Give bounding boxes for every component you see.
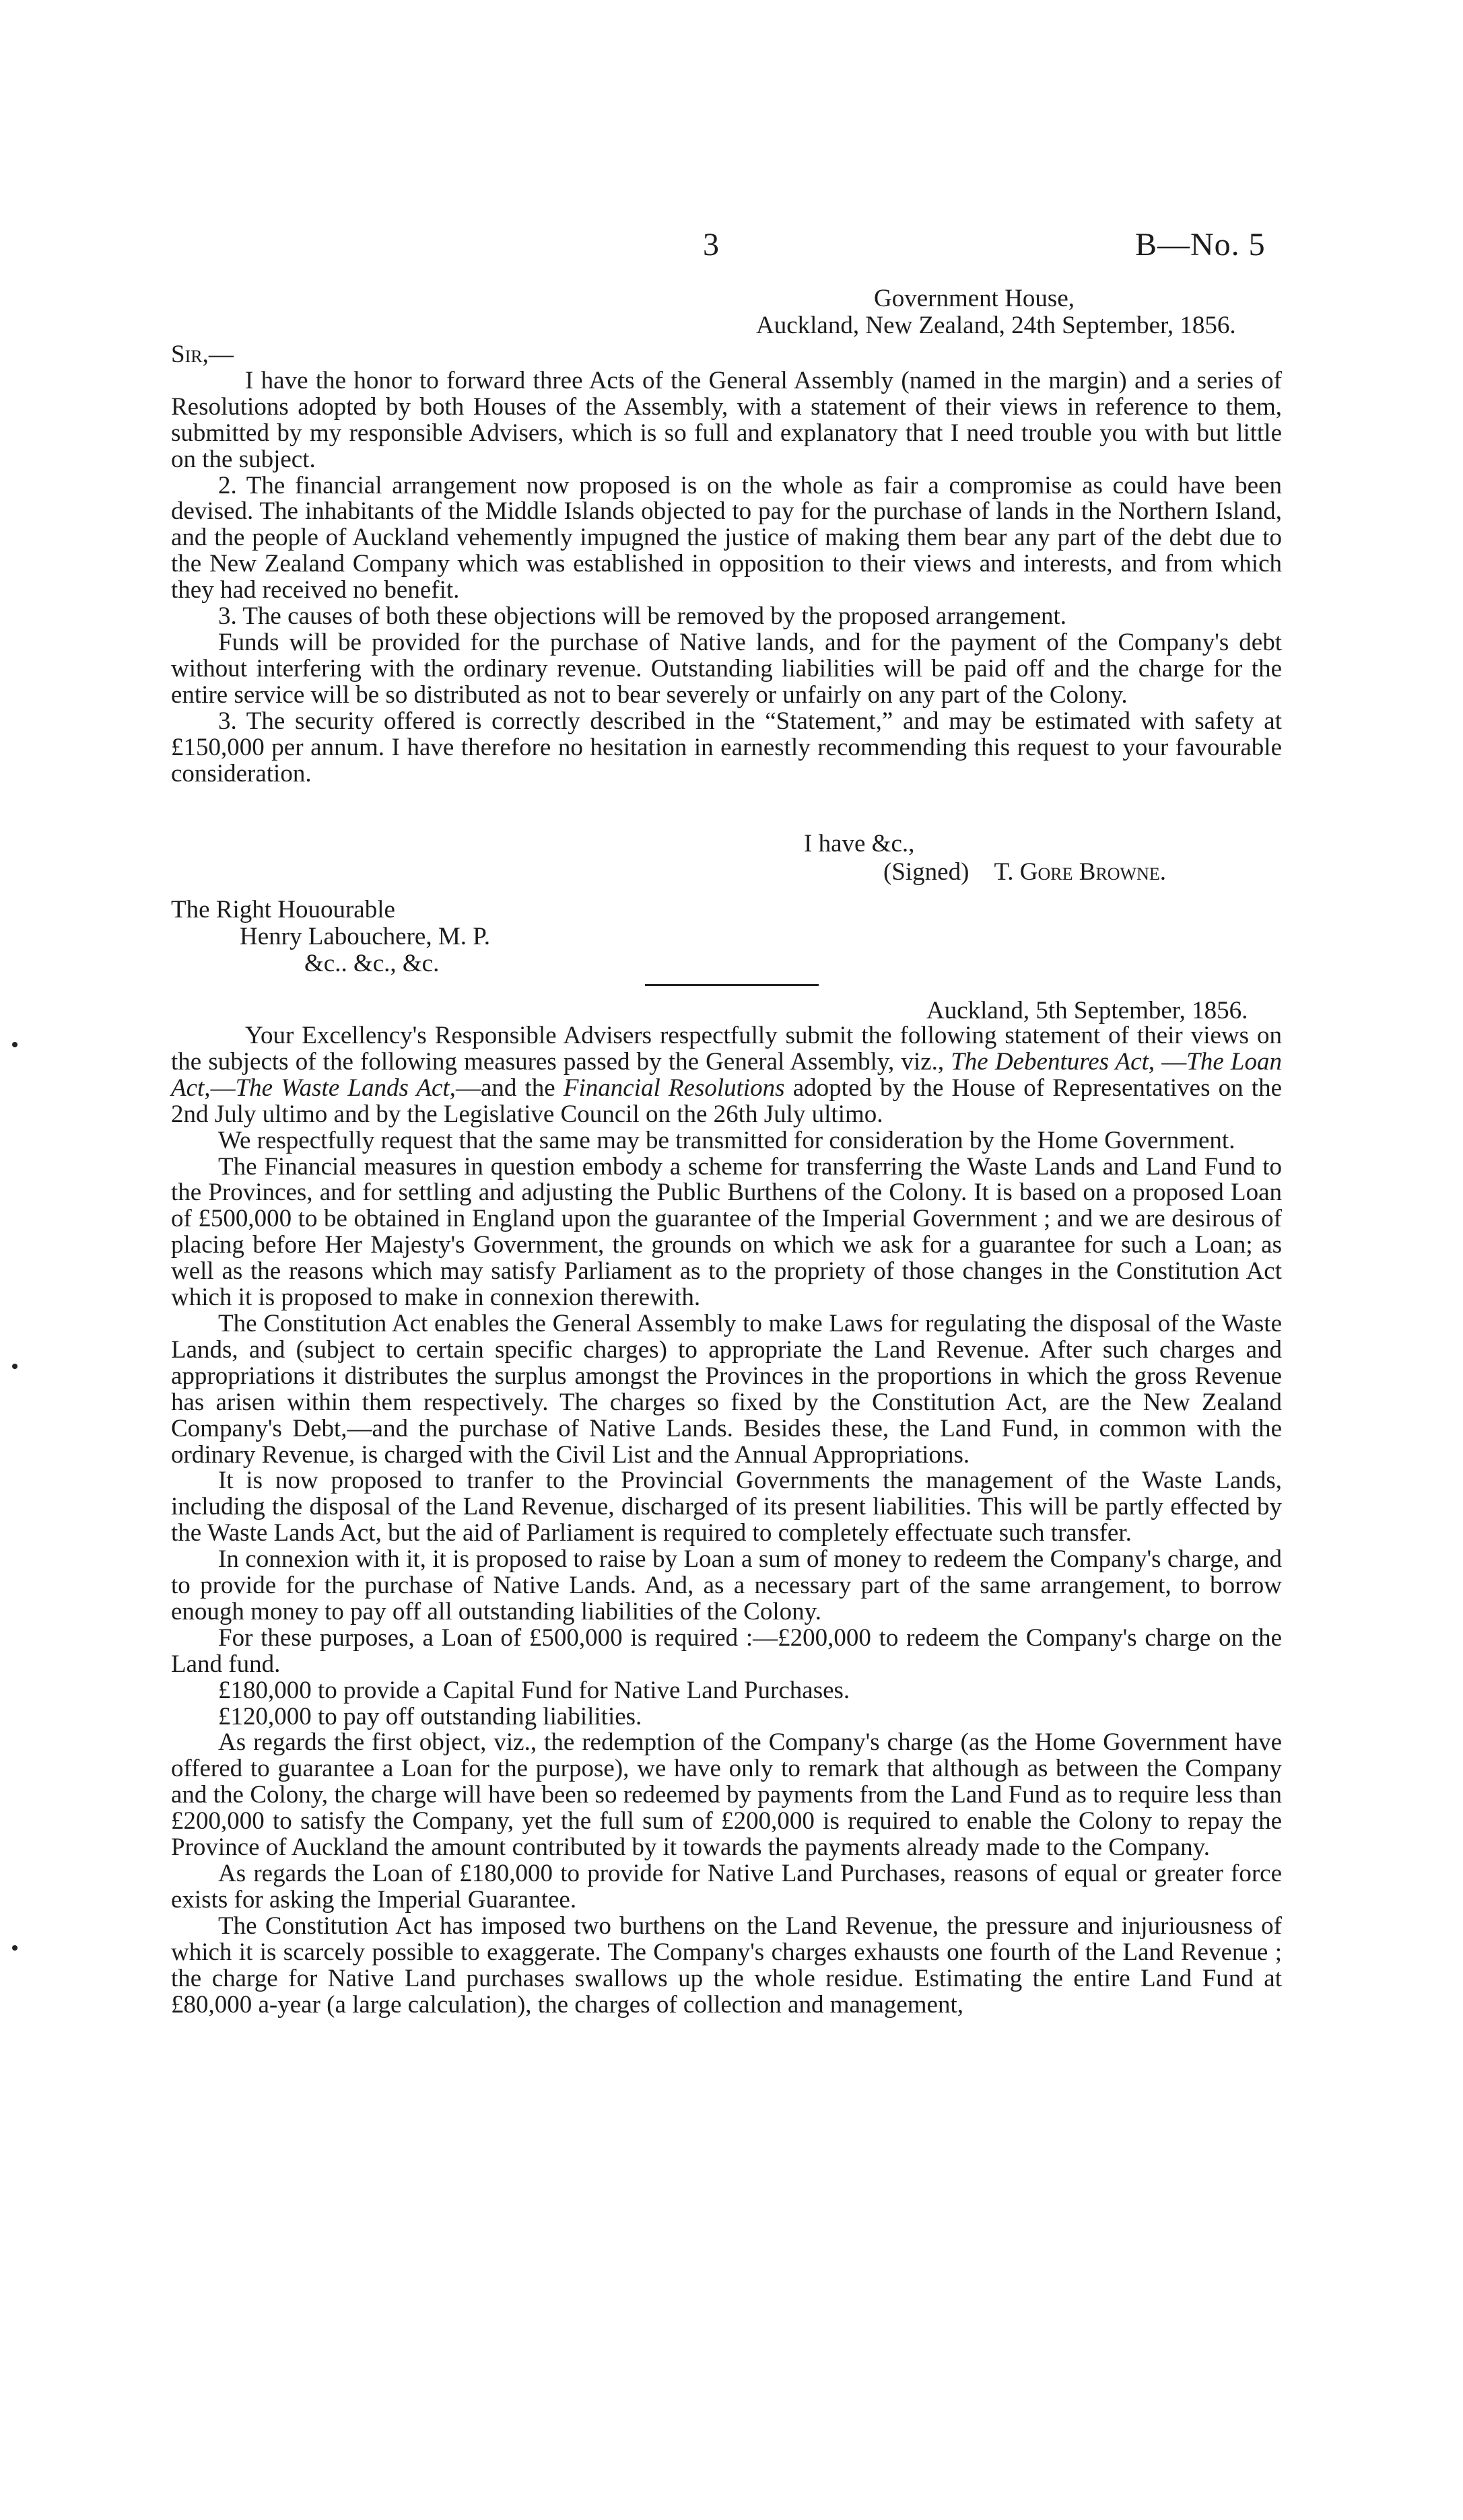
statement-paragraph: £120,000 to pay off outstanding liabilities.: [218, 1702, 642, 1730]
letter-closing: I have &c.,: [804, 830, 915, 858]
scan-mark: [12, 1945, 18, 1951]
act-title: The Debentures Act: [951, 1047, 1149, 1076]
signatory-name: T. Gore Browne.: [994, 858, 1167, 886]
document-reference: B—No. 5: [1135, 227, 1266, 262]
page-number: 3: [703, 227, 719, 262]
intro-text: adopted by the House of Representatives on the 2nd July ultimo and by the Legislative Council on the 26th July ultimo.: [171, 1074, 1283, 1128]
addressee-line: &c.. &c., &c.: [304, 950, 440, 977]
statement-date: Auckland, 5th September, 1856.: [926, 997, 1248, 1024]
statement-paragraph: The Financial measures in question embody a scheme for transferring the Waste Lands and Land Fund to the Provinces, and for settling and adjusting the Public Burthens of the Colony. It is based on a proposed Loan of £500,000 to be obtained in England upon the guarantee of the Imperial Government ; and we are desirous of placing before Her Majesty's Government, the grounds on which we ask for a guarantee for such a Loan; as well as the reasons which may satisfy Parliament as to the propriety of those changes in the Constitution Act which it is proposed to make in connexion therewith.: [171, 1152, 1282, 1312]
letter-body: [171, 342, 1282, 787]
letter-address: Government House,: [874, 285, 1075, 312]
letter-paragraph: Funds will be provided for the purchase of Native lands, and for the payment of the Company's debt without interfering with the ordinary revenue. Outstanding liabilities will be paid off and the charge for the entire service will be so distributed as not to bear severely or unfairly on any part of the Colony.: [171, 628, 1282, 709]
letter-paragraph: I have the honor to forward three Acts of the General Assembly (named in the margin) and a series of Resolutions adopted by both Houses of the Assembly, with a statement of their views in reference to them, submitted by my responsible Advisers, which is so full and explanatory that I need trouble you with but little on the subject.: [171, 366, 1282, 473]
separator: , —: [1148, 1047, 1187, 1076]
act-title: The Waste Lands Act,: [235, 1074, 456, 1102]
letter-place-date: Auckland, New Zealand, 24th September, 1856.: [756, 312, 1236, 339]
separator: —: [210, 1074, 236, 1102]
statement-paragraph: The Constitution Act enables the General Assembly to make Laws for regulating the disposal of the Waste Lands, and (subject to certain specific charges) to appropriate the Land Revenue. After such charges and appropriations it distributes the surplus amongst the Provinces in the proportions in which the gross Revenue has arisen within them respectively. The charges so fixed by the Constitution Act, are the New Zealand Company's Debt,—and the purchase of Native Lands. Besides these, the Land Fund, in common with the ordinary Revenue, is charged with the Civil List and the Annual Appropriations.: [171, 1309, 1282, 1469]
statement-paragraph: For these purposes, a Loan of £500,000 is required :—£200,000 to redeem the Company's charge on the Land fund.: [171, 1623, 1282, 1678]
letter-paragraph: 3. The causes of both these objections will be removed by the proposed arrangement.: [218, 602, 1067, 631]
letter-signature: [883, 858, 1166, 886]
scan-mark: [12, 1042, 18, 1047]
statement-paragraph: We respectfully request that the same may be transmitted for consideration by the Home Government.: [218, 1126, 1235, 1154]
statement-intro: [171, 1023, 1282, 1128]
statement-body: [171, 1023, 1282, 2018]
act-title: The Loan Act,: [171, 1047, 1283, 1102]
letter-salutation: Sir,—: [171, 341, 234, 368]
section-divider: [645, 984, 819, 986]
letter-paragraph: 2. The financial arrangement now proposed is on the whole as fair a compromise as could have been devised. The inhabitants of the Middle Islands objected to pay for the purchase of lands in the Northern Island, and the people of Auckland vehemently impugned the justice of making them bear any part of the debt due to the New Zealand Company which was established in opposition to their views and interests, and from which they had received no benefit.: [171, 471, 1282, 604]
addressee-line: Henry Labouchere, M. P.: [240, 923, 490, 950]
statement-paragraph: In connexion with it, it is proposed to raise by Loan a sum of money to redeem the Company's charge, and to provide for the purchase of Native Lands. And, as a necessary part of the same arrangement, to borrow enough money to pay off all outstanding liabilities of the Colony.: [171, 1545, 1282, 1625]
intro-text: Your Excellency's Responsible Advisers respectfully submit the following statement of their views on the subjects of the following measures passed by the General Assembly, viz.,: [171, 1022, 1282, 1076]
statement-paragraph: £180,000 to provide a Capital Fund for Native Land Purchases.: [218, 1676, 850, 1704]
signed-label: (Signed): [883, 858, 969, 886]
letter-paragraph: 3. The security offered is correctly described in the “Statement,” and may be estimated with safety at £150,000 per annum. I have therefore no hesitation in earnestly recommending this request to your favourable consideration.: [171, 707, 1282, 788]
statement-paragraph: As regards the first object, viz., the redemption of the Company's charge (as the Home Government have offered to guarantee a Loan for the purpose), we have only to remark that although as between the Company and the Colony, the charge will have been so redeemed by payments from the Land Fund as to require less than £200,000 to satisfy the Company, yet the full sum of £200,000 is required to enable the Colony to repay the Province of Auckland the amount contributed by it towards the payments already made to the Company.: [171, 1728, 1282, 1862]
act-title: Financial Resolutions: [563, 1074, 785, 1102]
statement-paragraph: As regards the Loan of £180,000 to provide for Native Land Purchases, reasons of equal or greater force exists for asking the Imperial Guarantee.: [171, 1860, 1282, 1914]
statement-paragraph: It is now proposed to tranfer to the Provincial Governments the management of the Waste Lands, including the disposal of the Land Revenue, discharged of its present liabilities. This will be partly effected by the Waste Lands Act, but the aid of Parliament is required to completely effectuate such transfer.: [171, 1467, 1282, 1547]
scan-mark: [12, 1364, 18, 1369]
statement-paragraph: The Constitution Act has imposed two burthens on the Land Revenue, the pressure and injuriousness of which it is scarcely possible to exaggerate. The Company's charges exhausts one fourth of the Land Revenue ; the charge for Native Land purchases swallows up the whole residue. Estimating the entire Land Fund at £80,000 a-year (a large calculation), the charges of collection and management,: [171, 1912, 1282, 2019]
addressee-line: The Right Houourable: [171, 896, 395, 923]
separator: —and the: [455, 1074, 564, 1102]
